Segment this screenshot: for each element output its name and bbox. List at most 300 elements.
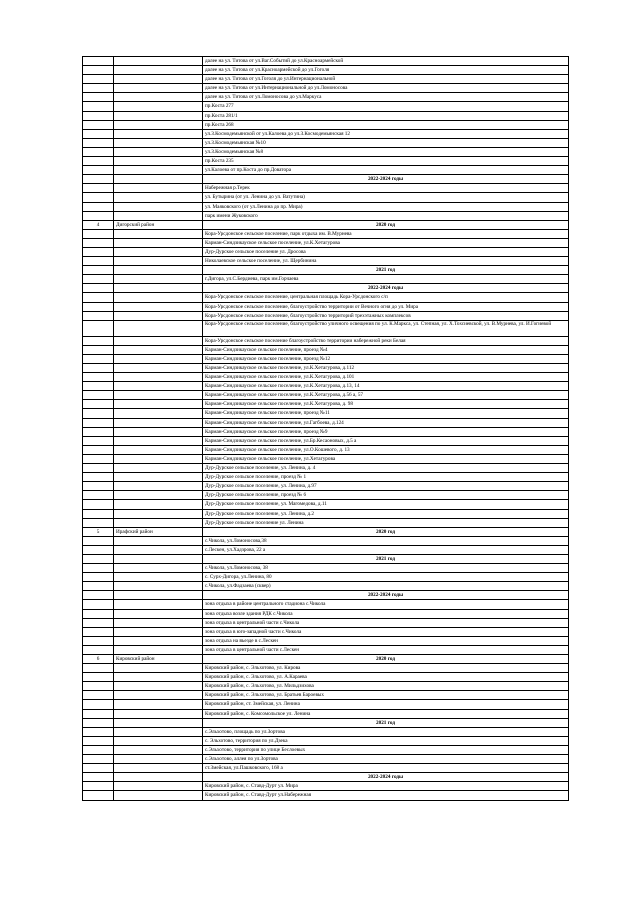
row-number-cell: [83, 175, 114, 184]
locations-table-body: [83, 57, 569, 801]
table-row: [83, 247, 569, 256]
row-number-cell: [83, 600, 114, 609]
row-number-cell: [83, 545, 114, 554]
table-row: [83, 764, 569, 773]
period-label: 2020 год: [203, 220, 569, 229]
district-cell: [114, 102, 203, 111]
row-number-cell: [83, 554, 114, 563]
row-number-cell: [83, 184, 114, 193]
district-cell: [114, 320, 203, 336]
row-number-cell: [83, 445, 114, 454]
table-row: [83, 791, 569, 800]
district-cell: [114, 427, 203, 436]
location-cell: далее на ул. Титова от ул.Гоголя до ул.Интернациональной: [203, 75, 569, 84]
district-cell: [114, 482, 203, 491]
row-number-cell: [83, 582, 114, 591]
period-header-row: [83, 284, 569, 293]
location-cell: Карман-Синдзикауское сельское поселение, ул.К.Хетагурова, д. 98: [203, 400, 569, 409]
location-cell: Кировский район, с. Комсомольское ул. Ленина: [203, 709, 569, 718]
table-row: [83, 636, 569, 645]
district-cell: [114, 518, 203, 527]
location-cell: Набережная р.Терек: [203, 184, 569, 193]
table-row: [83, 320, 569, 336]
period-label: 2022-2024 годы: [203, 175, 569, 184]
district-cell: [114, 166, 203, 175]
table-row: [83, 627, 569, 636]
table-row: [83, 84, 569, 93]
period-header-row: [83, 718, 569, 727]
district-cell: [114, 600, 203, 609]
district-cell: [114, 229, 203, 238]
row-number-cell: [83, 764, 114, 773]
table-row: [83, 275, 569, 284]
period-label: 2022-2024 годы: [203, 591, 569, 600]
table-row: [83, 582, 569, 591]
district-cell: [114, 275, 203, 284]
table-row: [83, 229, 569, 238]
table-row: [83, 57, 569, 66]
district-cell: [114, 93, 203, 102]
row-number-cell: [83, 93, 114, 102]
row-number-cell: [83, 102, 114, 111]
table-row: [83, 364, 569, 373]
location-cell: пр.Коста 235: [203, 157, 569, 166]
table-row: [83, 509, 569, 518]
table-row: [83, 193, 569, 202]
row-number-cell: [83, 500, 114, 509]
district-cell: [114, 691, 203, 700]
row-number-cell: [83, 509, 114, 518]
table-row: [83, 111, 569, 120]
row-number-cell: [83, 229, 114, 238]
location-cell: Дур-Дурское сельское поселение, ул. Ленина, д.97: [203, 482, 569, 491]
table-row: [83, 157, 569, 166]
district-cell: [114, 57, 203, 66]
location-cell: Кировский район, ст. Змейская, ул. Ленина: [203, 700, 569, 709]
row-number-cell: [83, 454, 114, 463]
row-number-cell: [83, 418, 114, 427]
location-cell: ул.Калоева от пр.Коста до пр.Доватора: [203, 166, 569, 175]
row-number-cell: [83, 284, 114, 293]
row-number-cell: [83, 238, 114, 247]
table-row: [83, 391, 569, 400]
location-cell: с.Чикола, ул.Фадзаева (сквер): [203, 582, 569, 591]
table-row: [83, 238, 569, 247]
district-cell: [114, 266, 203, 275]
district-cell: [114, 745, 203, 754]
table-row: [83, 491, 569, 500]
district-cell: [114, 336, 203, 345]
row-number-cell: [83, 791, 114, 800]
location-cell: Кора-Урсдонское сельское поселение, парк отдыха им. В.Мурнева: [203, 229, 569, 238]
location-cell: г.Дигора, ул.С.Бердиева, парк им.Горчаева: [203, 275, 569, 284]
district-cell: [114, 373, 203, 382]
location-cell: ул. Бутырина (от ул. Ленина до ул. Ватутина): [203, 193, 569, 202]
row-number-cell: [83, 364, 114, 373]
row-number-cell: [83, 257, 114, 266]
district-cell: Дигорский район: [114, 220, 203, 229]
table-row: [83, 120, 569, 129]
row-number-cell: [83, 57, 114, 66]
location-cell: Дур-Дурское сельское поселение ул. Дросова: [203, 247, 569, 256]
period-label: 2021 год: [203, 718, 569, 727]
row-number-cell: [83, 645, 114, 654]
table-row: [83, 409, 569, 418]
period-header-row: [83, 175, 569, 184]
district-cell: [114, 436, 203, 445]
location-cell: Кора-Урсдонское сельское поселение, благоустройство территорий трехэтажных комплексов: [203, 311, 569, 320]
table-row: [83, 184, 569, 193]
location-cell: с.Чикола, ул.Ломоносова,38: [203, 536, 569, 545]
district-cell: [114, 509, 203, 518]
table-row: [83, 418, 569, 427]
district-cell: [114, 193, 203, 202]
table-row: [83, 782, 569, 791]
row-number-cell: [83, 157, 114, 166]
period-header-row: [83, 773, 569, 782]
district-cell: [114, 773, 203, 782]
district-cell: [114, 75, 203, 84]
district-cell: [114, 147, 203, 156]
row-number-cell: [83, 320, 114, 336]
location-cell: Кировский район, с. Эльхотово, ул. Мильдзихова: [203, 682, 569, 691]
row-number-cell: [83, 382, 114, 391]
row-number-cell: [83, 354, 114, 363]
location-cell: зона отдыха возле здания РДК с.Чикола: [203, 609, 569, 618]
location-cell: Дур-Дурское сельское поселение, проезд № 6: [203, 491, 569, 500]
location-cell: с. Эльхотово, территория по ул.Дзека: [203, 736, 569, 745]
row-number-cell: [83, 391, 114, 400]
district-cell: [114, 564, 203, 573]
table-row: [83, 345, 569, 354]
location-cell: Карман-Синдзикауское сельское поселение, ул.К.Хетагурова, д.56 а, 57: [203, 391, 569, 400]
location-cell: Кора-Урсдонское сельское поселение, центральная площадь Кора-Урсдонского с/п: [203, 293, 569, 302]
table-row: [83, 311, 569, 320]
row-number-cell: [83, 293, 114, 302]
location-cell: Кировский район, с. Эльхотово, ул. Кирова: [203, 664, 569, 673]
row-number-cell: [83, 691, 114, 700]
row-number-cell: [83, 193, 114, 202]
row-number-cell: [83, 66, 114, 75]
row-number-cell: [83, 718, 114, 727]
row-number-cell: [83, 84, 114, 93]
district-cell: [114, 491, 203, 500]
location-cell: ул.З.Космодемьянская №10: [203, 138, 569, 147]
row-number-cell: [83, 247, 114, 256]
location-cell: Дур-Дурское сельское поселение, ул. Ленина, д. 4: [203, 464, 569, 473]
table-row: [83, 700, 569, 709]
location-cell: Карман-Синдзикауское сельское поселение, ул.Гагбоева, д.124: [203, 418, 569, 427]
district-cell: [114, 609, 203, 618]
period-header-row: [83, 554, 569, 563]
table-row: [83, 691, 569, 700]
location-cell: зона отдыха в юго-западной части с.Чикола: [203, 627, 569, 636]
table-row: [83, 518, 569, 527]
district-cell: [114, 764, 203, 773]
table-row: [83, 745, 569, 754]
district-cell: [114, 545, 203, 554]
location-cell: Кора-Урсдонское сельское поселение благоустройство территории набережной реки Белая: [203, 336, 569, 345]
row-number-cell: [83, 591, 114, 600]
row-number-cell: [83, 464, 114, 473]
location-cell: Карман-Синдзикауское сельское поселение, проезд №4: [203, 345, 569, 354]
table-row: [83, 664, 569, 673]
row-number-cell: [83, 436, 114, 445]
location-cell: с.Эльхотово, площадь по ул.Зортова: [203, 727, 569, 736]
district-cell: [114, 782, 203, 791]
location-cell: Дур-Дурское сельское поселение, ул. Ленина, д.2: [203, 509, 569, 518]
table-row: [83, 464, 569, 473]
district-cell: [114, 682, 203, 691]
table-row: [83, 147, 569, 156]
location-cell: с. Сурх-Дигора, ул.Ленина, 80: [203, 573, 569, 582]
location-cell: далее на ул. Титова от ул.Красноармейской до ул.Гоголя: [203, 66, 569, 75]
district-cell: [114, 247, 203, 256]
table-row: [83, 536, 569, 545]
district-cell: [114, 636, 203, 645]
row-number-cell: [83, 627, 114, 636]
location-cell: Карман-Синдзикауское сельское поселение, ул.К.Хетагурова, д.112: [203, 364, 569, 373]
row-number-cell: [83, 427, 114, 436]
period-header-row: [83, 527, 569, 536]
district-cell: [114, 418, 203, 427]
district-cell: [114, 284, 203, 293]
period-header-row: [83, 655, 569, 664]
district-cell: [114, 382, 203, 391]
period-header-row: [83, 220, 569, 229]
table-row: [83, 129, 569, 138]
period-header-row: [83, 591, 569, 600]
table-row: [83, 618, 569, 627]
table-row: [83, 755, 569, 764]
table-row: [83, 336, 569, 345]
table-row: [83, 473, 569, 482]
row-number-cell: [83, 147, 114, 156]
row-number-cell: [83, 373, 114, 382]
location-cell: Карман-Синдзикауское сельское поселение, проезд №12: [203, 354, 569, 363]
locations-table: [82, 56, 569, 801]
district-cell: [114, 718, 203, 727]
district-cell: [114, 311, 203, 320]
row-number-cell: [83, 311, 114, 320]
location-cell: пр.Коста 277: [203, 102, 569, 111]
district-cell: [114, 175, 203, 184]
location-cell: Кировский район, с. Ставд-Дурт ул.Набережная: [203, 791, 569, 800]
table-row: [83, 445, 569, 454]
table-row: [83, 564, 569, 573]
location-cell: Кора-Урсдонское сельское поселение, благоустройство уличного освещения по ул. К.Маркса, ул. Степная, ул. Х.Тохсиевской, ул. В.Мурнева, ул. И.Гогиевой: [203, 320, 569, 336]
row-number-cell: [83, 120, 114, 129]
location-cell: Карман-Синдзикауское сельское поселение, проезд №9: [203, 427, 569, 436]
table-row: [83, 500, 569, 509]
row-number-cell: [83, 618, 114, 627]
location-cell: далее на ул. Титова от ул.Ваг.Событий до ул.Красноармейской: [203, 57, 569, 66]
table-row: [83, 373, 569, 382]
table-row: [83, 166, 569, 175]
row-number-cell: [83, 111, 114, 120]
location-cell: Кировский район, с. Ставд-Дурт ул. Мира: [203, 782, 569, 791]
district-cell: [114, 345, 203, 354]
row-number-cell: [83, 782, 114, 791]
table-row: [83, 138, 569, 147]
period-label: 2021 год: [203, 266, 569, 275]
district-cell: [114, 755, 203, 764]
district-cell: [114, 645, 203, 654]
row-number-cell: 4: [83, 220, 114, 229]
location-cell: ст.Змейская, ул.Пашковского, 168 а: [203, 764, 569, 773]
row-number-cell: [83, 736, 114, 745]
location-cell: ул.З.Космодемьянской от ул.Калоева до ул.З.Космодемьянская 12: [203, 129, 569, 138]
row-number-cell: [83, 673, 114, 682]
row-number-cell: [83, 664, 114, 673]
row-number-cell: [83, 345, 114, 354]
row-number-cell: [83, 727, 114, 736]
district-cell: [114, 445, 203, 454]
table-row: [83, 436, 569, 445]
table-row: [83, 382, 569, 391]
row-number-cell: [83, 700, 114, 709]
table-row: [83, 102, 569, 111]
location-cell: Николаевское сельское поселение, ул. Щербинина: [203, 257, 569, 266]
row-number-cell: [83, 166, 114, 175]
district-cell: [114, 736, 203, 745]
row-number-cell: [83, 564, 114, 573]
location-cell: пр.Коста 281/1: [203, 111, 569, 120]
row-number-cell: [83, 202, 114, 211]
location-cell: Кировский район, с. Эльхотово, ул. А.Караева: [203, 673, 569, 682]
location-cell: Кировский район, с. Эльхотово, ул. Братьев Бароевых: [203, 691, 569, 700]
district-cell: [114, 354, 203, 363]
district-cell: [114, 591, 203, 600]
district-cell: [114, 391, 203, 400]
period-label: 2021 год: [203, 554, 569, 563]
period-label: 2020 год: [203, 527, 569, 536]
district-cell: [114, 473, 203, 482]
table-row: [83, 573, 569, 582]
district-cell: [114, 409, 203, 418]
location-cell: Карман-Синдзикауское сельское поселение, ул.К.Хетагурова, д.13, 14: [203, 382, 569, 391]
row-number-cell: [83, 609, 114, 618]
row-number-cell: [83, 682, 114, 691]
table-row: [83, 93, 569, 102]
location-cell: зона отдыха в районе центрального стадиона с.Чикола: [203, 600, 569, 609]
period-label: 2022-2024 годы: [203, 773, 569, 782]
row-number-cell: [83, 302, 114, 311]
location-cell: парк имени Жуковского: [203, 211, 569, 220]
district-cell: [114, 302, 203, 311]
location-cell: с.Чикола, ул.Ломоносова, 38: [203, 564, 569, 573]
table-row: [83, 257, 569, 266]
table-row: [83, 293, 569, 302]
row-number-cell: [83, 536, 114, 545]
table-row: [83, 609, 569, 618]
table-row: [83, 202, 569, 211]
table-row: [83, 673, 569, 682]
row-number-cell: [83, 518, 114, 527]
district-cell: Кировский район: [114, 655, 203, 664]
table-row: [83, 354, 569, 363]
district-cell: [114, 673, 203, 682]
district-cell: [114, 664, 203, 673]
row-number-cell: [83, 266, 114, 275]
district-cell: [114, 500, 203, 509]
table-row: [83, 736, 569, 745]
district-cell: [114, 573, 203, 582]
district-cell: Ирафский район: [114, 527, 203, 536]
table-row: [83, 600, 569, 609]
district-cell: [114, 138, 203, 147]
district-cell: [114, 727, 203, 736]
location-cell: Карман-Синдзикауское сельское поселение, ул.Бр.Кесаоновых, д.5 а: [203, 436, 569, 445]
row-number-cell: [83, 482, 114, 491]
district-cell: [114, 464, 203, 473]
row-number-cell: [83, 400, 114, 409]
location-cell: Карман-Синдзикауское сельское поселение, ул.О.Кошевого, д. 13: [203, 445, 569, 454]
location-cell: Карман-Синдзикауское сельское поселение, ул.К.Хетагурова: [203, 238, 569, 247]
period-header-row: [83, 266, 569, 275]
district-cell: [114, 111, 203, 120]
table-row: [83, 427, 569, 436]
district-cell: [114, 400, 203, 409]
location-cell: далее на ул. Титова от ул.Интернациональной до ул.Ломоносова: [203, 84, 569, 93]
row-number-cell: [83, 773, 114, 782]
location-cell: Кора-Урсдонское сельское поселение, благоустройство территории от Вечного огня до ул. Мира: [203, 302, 569, 311]
period-label: 2020 год: [203, 655, 569, 664]
district-cell: [114, 700, 203, 709]
district-cell: [114, 129, 203, 138]
location-cell: Карман-Синдзикауское сельское поселение, ул.К.Хетагурова, д.101: [203, 373, 569, 382]
row-number-cell: [83, 573, 114, 582]
table-row: [83, 645, 569, 654]
row-number-cell: [83, 75, 114, 84]
district-cell: [114, 536, 203, 545]
district-cell: [114, 211, 203, 220]
district-cell: [114, 791, 203, 800]
location-cell: зона отдыха в центральной части с.Лескен: [203, 645, 569, 654]
district-cell: [114, 202, 203, 211]
location-cell: Дур-Дурское сельское поселение, проезд № 1: [203, 473, 569, 482]
row-number-cell: [83, 473, 114, 482]
location-cell: зона отдыха в центральной части с.Чикола: [203, 618, 569, 627]
table-row: [83, 75, 569, 84]
district-cell: [114, 238, 203, 247]
row-number-cell: [83, 129, 114, 138]
district-cell: [114, 157, 203, 166]
district-cell: [114, 293, 203, 302]
table-row: [83, 211, 569, 220]
location-cell: Дур-Дурское сельское поселение ул. Ленина: [203, 518, 569, 527]
row-number-cell: [83, 709, 114, 718]
row-number-cell: [83, 336, 114, 345]
table-row: [83, 66, 569, 75]
row-number-cell: [83, 275, 114, 284]
table-row: [83, 709, 569, 718]
period-label: 2022-2024 годы: [203, 284, 569, 293]
row-number-cell: [83, 409, 114, 418]
location-cell: с.Лескен, ул.Хадзрова, 22 а: [203, 545, 569, 554]
location-cell: Дур-Дурское сельское поселение, ул. Магомедова, д.11: [203, 500, 569, 509]
district-cell: [114, 554, 203, 563]
district-cell: [114, 454, 203, 463]
district-cell: [114, 627, 203, 636]
location-cell: с.Эльхотово, территория по улице Беслоевых: [203, 745, 569, 754]
district-cell: [114, 582, 203, 591]
location-cell: пр.Коста 268: [203, 120, 569, 129]
row-number-cell: [83, 491, 114, 500]
location-cell: с.Эльхотово, аллея по ул.Зортова: [203, 755, 569, 764]
table-row: [83, 302, 569, 311]
location-cell: Карман-Синдзикауское сельское поселение, проезд №11: [203, 409, 569, 418]
